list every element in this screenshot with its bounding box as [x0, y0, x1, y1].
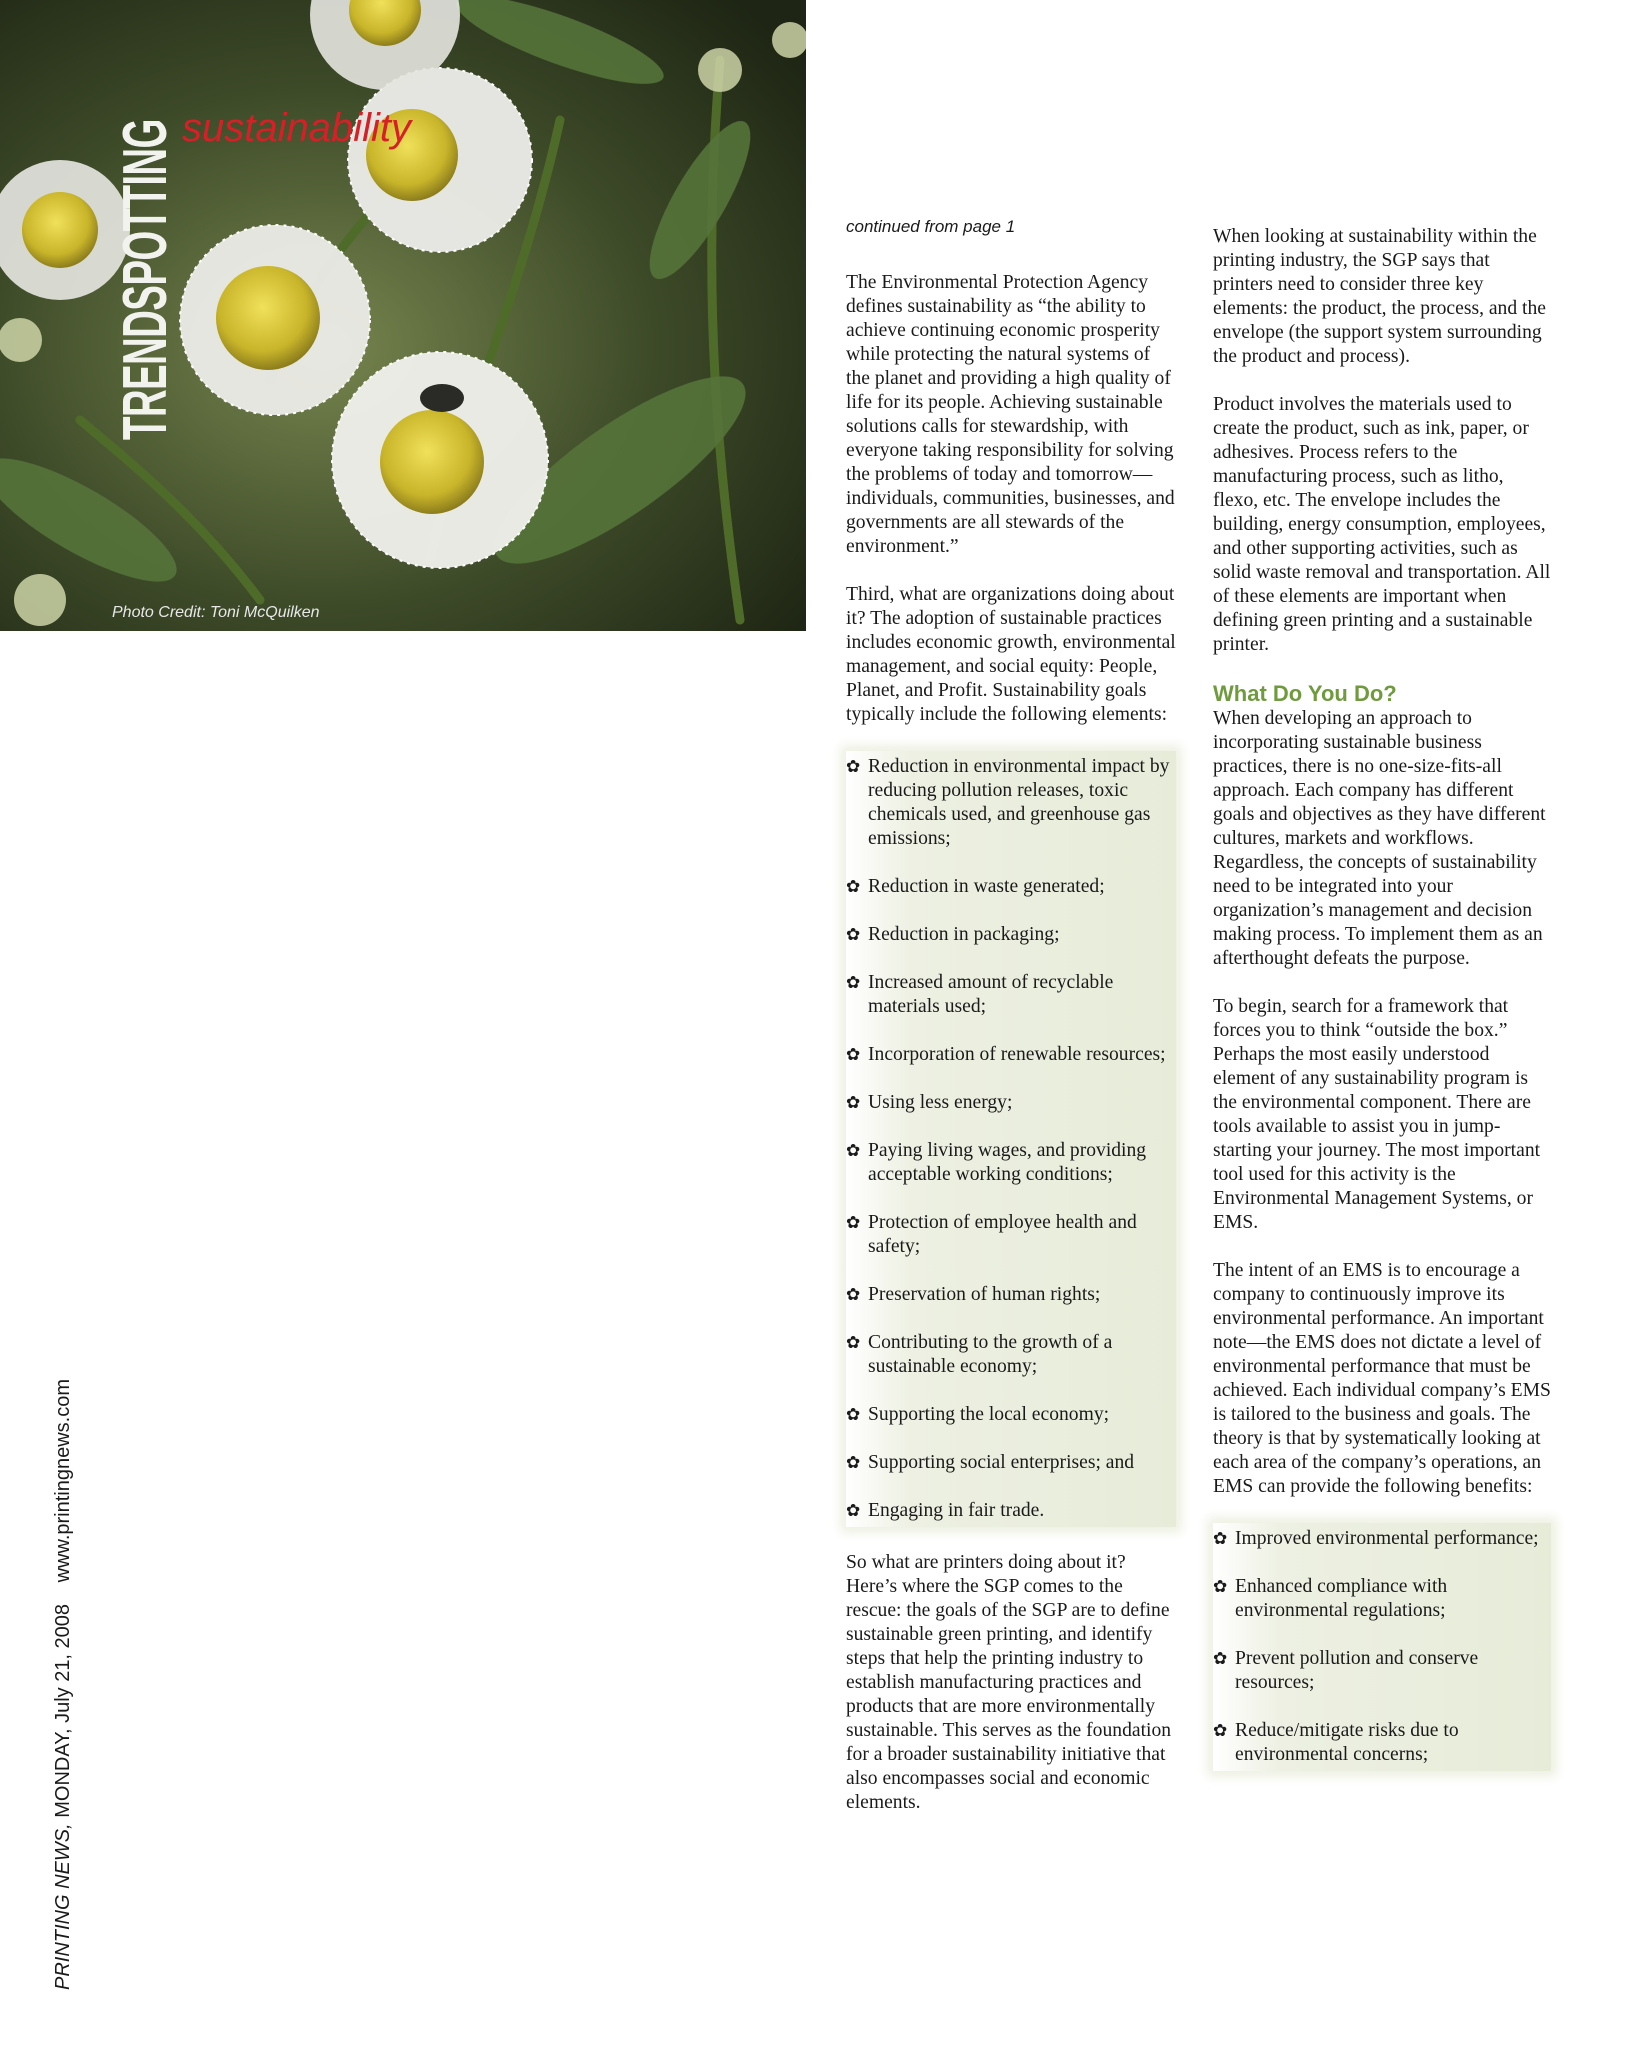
flower-bullet-icon: ✿: [1213, 1649, 1228, 1669]
flower-bullet-icon: ✿: [846, 1285, 861, 1305]
flower-bullet-icon: ✿: [846, 1045, 861, 1065]
list-item: ✿ Improved environmental performance;: [1213, 1528, 1539, 1549]
section-label: TRENDSPOTTING: [111, 119, 180, 440]
list-item: ✿ Contributing to the growth of a sustainable economy;: [846, 1332, 1113, 1377]
flower-bullet-icon: ✿: [1213, 1721, 1228, 1741]
daisy-flower: [180, 225, 370, 415]
continued-note: continued from page 1: [846, 217, 1016, 236]
page-folio: [52, 1379, 75, 1990]
list-item: ✿ Paying living wages, and providing acceptable working conditions;: [846, 1140, 1147, 1185]
list-item: ✿ Reduction in environmental impact by reducing pollution releases, toxic chemicals used, and greenhouse gas emissions;: [846, 756, 1170, 849]
list-item: ✿ Reduction in packaging;: [846, 924, 1060, 945]
list-item: ✿ Preservation of human rights;: [846, 1284, 1101, 1305]
section-subhead: What Do You Do?: [1213, 681, 1397, 706]
paragraph: When developing an approach to incorporating sustainable business practices, there is no one-size-fits-all approach. Each company has different goals and objectives as they have different cultures, markets and workflows. Regardless, the concepts of sustainability need to be integrated into your organization’s management and decision making process. To implement them as an afterthought defeats the purpose.: [1213, 708, 1546, 969]
list-item: ✿ Supporting the local economy;: [846, 1404, 1110, 1425]
publication-name: PRINTING NEWS,: [52, 1823, 74, 1990]
list-item: ✿ Reduction in waste generated;: [846, 876, 1105, 897]
flower-bullet-icon: ✿: [846, 1453, 861, 1473]
paragraph: When looking at sustainability within the printing industry, the SGP says that printers need to consider three key elements: the product, the process, and the envelope (the support system surrounding the product and process).: [1213, 226, 1546, 367]
flower-bullet-icon: ✿: [846, 877, 861, 897]
list-item: ✿ Using less energy;: [846, 1092, 1013, 1113]
photo-credit: Photo Credit: Toni McQuilken: [112, 604, 320, 621]
topic-label: sustainability: [182, 106, 412, 150]
flower-bullet-icon: ✿: [846, 1501, 861, 1521]
list-item: ✿ Incorporation of renewable resources;: [846, 1044, 1166, 1065]
paragraph: The intent of an EMS is to encourage a company to continuously improve its environmental performance. An important note—the EMS does not dictate a level of environmental performance that must be achieved. Each individual company’s EMS is tailored to the business and goals. The theory is that by systematically looking at each area of the company’s operations, an EMS can provide the following benefits:: [1213, 1260, 1551, 1497]
sustainability-goals-list: [846, 751, 1176, 1527]
daisy-flower: [332, 352, 548, 568]
article-column-2: [1213, 225, 1551, 1795]
flower-bullet-icon: ✿: [846, 1405, 861, 1425]
issue-date: MONDAY, July 21, 2008: [52, 1603, 74, 1818]
flower-bullet-icon: ✿: [846, 757, 861, 777]
flower-bullet-icon: ✿: [846, 925, 861, 945]
flower-bullet-icon: ✿: [1213, 1577, 1228, 1597]
flower-bullet-icon: ✿: [846, 1141, 861, 1161]
list-item: ✿ Reduce/mitigate risks due to environmental concerns;: [1213, 1720, 1459, 1765]
header-photo: [0, 0, 806, 631]
article-column-1: [846, 215, 1176, 1839]
paragraph: To begin, search for a framework that forces you to think “outside the box.” Perhaps the most easily understood element of any sustainability program is the environmental component. There are tools available to assist you in jump-starting your journey. The most important tool used for this activity is the Environmental Management Systems, or EMS.: [1213, 996, 1541, 1233]
flower-bullet-icon: ✿: [846, 973, 861, 993]
paragraph: Third, what are organizations doing about it? The adoption of sustainable practices includes economic growth, environmental management, and social equity: People, Planet, and Profit. Sustainability goals typically include the following elements:: [846, 584, 1176, 725]
flower-bullet-icon: ✿: [846, 1093, 861, 1113]
ems-benefits-list: [1213, 1523, 1551, 1771]
paragraph: Product involves the materials used to create the product, such as ink, paper, or adhesives. Process refers to the manufacturing process, such as litho, flexo, etc. The envelope includes the building, energy consumption, employees, and other supporting activities, such as solid waste removal and transportation. All of these elements are important when defining green printing and a sustainable printer.: [1213, 394, 1551, 655]
paragraph: So what are printers doing about it? Here’s where the SGP comes to the rescue: the goals of the SGP are to define sustainable green printing, and identify steps that help the printing industry to establish manufacturing practices and products that are more environmentally sustainable. This serves as the foundation for a broader sustainability initiative that also encompasses social and economic elements.: [846, 1552, 1172, 1813]
flower-bullet-icon: ✿: [846, 1213, 861, 1233]
list-item: ✿ Protection of employee health and safety;: [846, 1212, 1137, 1257]
list-item: ✿ Enhanced compliance with environmental regulations;: [1213, 1576, 1448, 1621]
paragraph: The Environmental Protection Agency defines sustainability as “the ability to achieve continuing economic prosperity while protecting the natural systems of the planet and providing a high quality of life for its people. Achieving sustainable solutions calls for stewardship, with everyone taking responsibility for solving the problems of today and tomorrow—individuals, communities, businesses, and governments are all stewards of the environment.”: [846, 272, 1175, 557]
flower-bullet-icon: ✿: [1213, 1529, 1228, 1549]
list-item: ✿ Engaging in fair trade.: [846, 1500, 1045, 1521]
daisy-flower: [348, 68, 532, 252]
list-item: ✿ Increased amount of recyclable materials used;: [846, 972, 1114, 1017]
flower-bullet-icon: ✿: [846, 1333, 861, 1353]
website-link[interactable]: www.printingnews.com: [52, 1378, 74, 1583]
list-item: ✿ Prevent pollution and conserve resources;: [1213, 1648, 1479, 1693]
list-item: ✿ Supporting social enterprises; and: [846, 1452, 1135, 1473]
